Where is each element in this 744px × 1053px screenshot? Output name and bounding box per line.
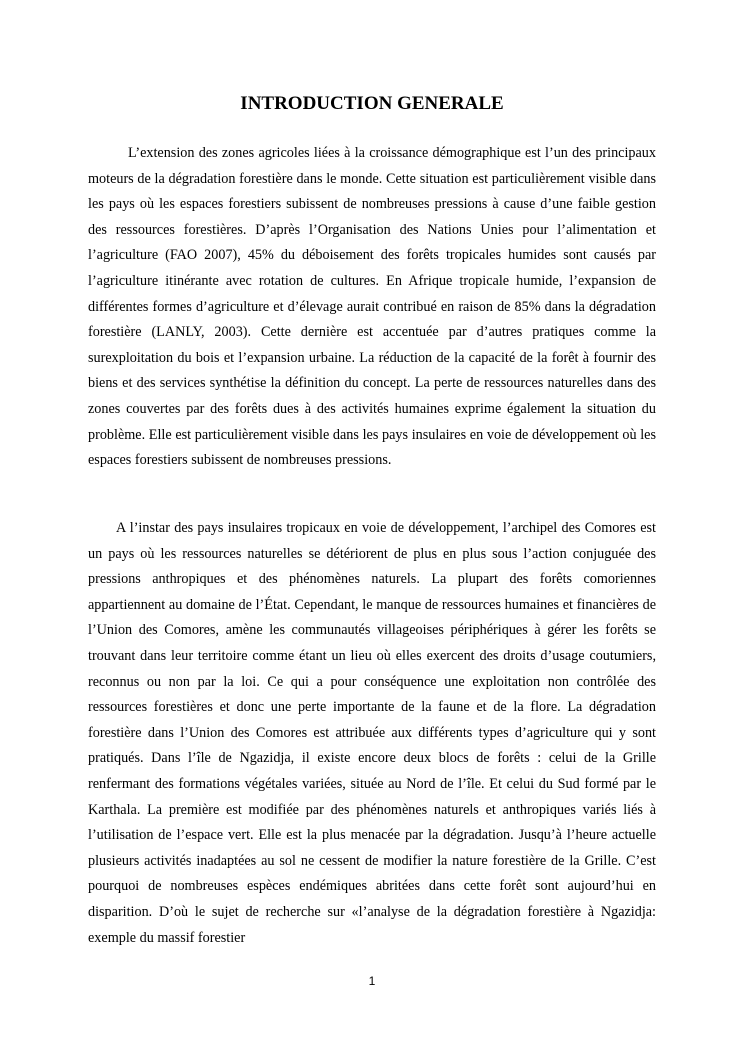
paragraph-1: L’extension des zones agricoles liées à la croissance démographique est l’un des principaux moteurs de la dégradation forestière dans le monde. Cette situation est particulièrement visible dans les pays où les espaces forestiers subissent de nombreuses pressions à cause d’une faible gestion des ressources forestières. D’après l’Organisation des Nations Unies pour l’alimentation et l’agriculture (FAO 2007), 45% du déboisement des forêts tropicales humides sont causés par l’agriculture itinérante avec rotation de cultures. En Afrique tropicale humide, l’expansion de différentes formes d’agriculture et d’élevage aurait contribué en raison de 85% dans la dégradation forestière (LANLY, 2003). Cette dernière est accentuée par d’autres pratiques comme la surexploitation du bois et l’expansion urbaine. La réduction de la capacité de la forêt à fournir des biens et des services synthétise la définition du concept. La perte de ressources naturelles dans des zones couvertes par des forêts dues à des activités humaines exprime également la situation du problème. Elle est particulièrement visible dans les pays insulaires en voie de développement où les espaces forestiers subissent de nombreuses pressions. — [88, 145, 656, 469]
page-number: 1 — [368, 974, 376, 988]
page-title: INTRODUCTION GENERALE — [240, 93, 504, 114]
paragraph-2: A l’instar des pays insulaires tropicaux en voie de développement, l’archipel des Comores est un pays où les ressources naturelles se détériorent de plus en plus sous l’action conjuguée des pressions anthropiques et des phénomènes naturels. La plupart des forêts comoriennes appartiennent au domaine de l’État. Cependant, le manque de ressources humaines et financières de l’Union des Comores, amène les communautés villageoises périphériques à gérer les forêts se trouvant dans leur territoire comme étant un lieu où elles exercent des droits d’usage coutumiers, reconnus ou non par la loi. Ce qui a pour conséquence une exploitation non contrôlée des ressources forestières et donc une perte importante de la faune et de la flore. La dégradation forestière dans l’Union des Comores est attribuée aux différents types d’agriculture qui y sont pratiqués. Dans l’île de Ngazidja, il existe encore deux blocs de forêts : celui de la Grille renfermant des formations végétales variées, située au Nord de l’île. Et celui du Sud formé par le Karthala. La première est modifiée par des phénomènes naturels et anthropiques variés liés à l’utilisation de l’espace vert. Elle est la plus menacée par la dégradation. Jusqu’à l’heure actuelle plusieurs activités inadaptées au sol ne cessent de modifier la nature forestière de la Grille. C’est pourquoi de nombreuses espèces endémiques abritées dans cette forêt sont aujourd’hui en disparition. D’où le sujet de recherche sur «l’analyse de la dégradation forestière à Ngazidja: exemple du massif forestier — [88, 520, 656, 946]
